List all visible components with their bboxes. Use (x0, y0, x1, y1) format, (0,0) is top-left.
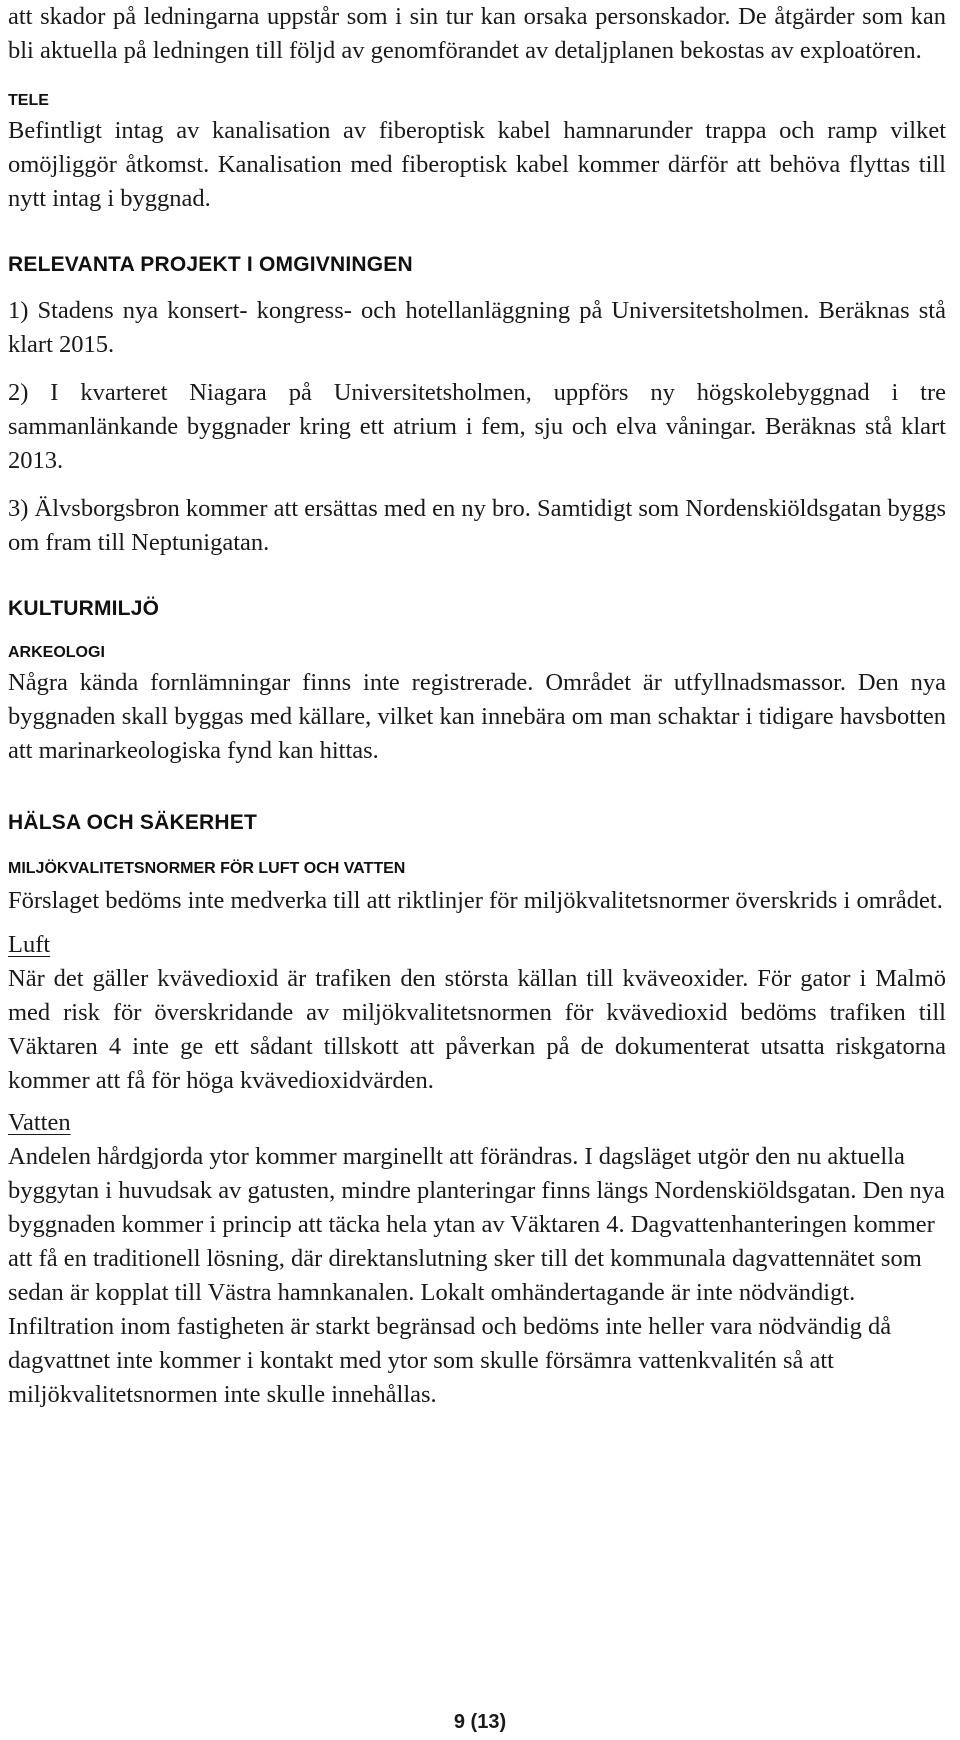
air-heading: Luft (8, 931, 51, 958)
project-item-1: 1) Stadens nya konsert- kongress- och hotellanläggning på Universitetsholmen. Beräknas stå klart 2015. (8, 297, 946, 358)
environment-norms-paragraph: Förslaget bedöms inte medverka till att riktlinjer för miljökvalitetsnormer överskrids i området. (8, 887, 943, 914)
tele-paragraph: Befintligt intag av kanalisation av fiberoptisk kabel hamnarunder trappa och ramp vilket omöjliggör åtkomst. Kanalisation med fiberoptisk kabel kommer därför att behöva flyttas till nytt intag i byggnad. (8, 117, 946, 212)
water-paragraph: Andelen hårdgjorda ytor kommer marginellt att förändras. I dagsläget utgör den nu aktuella byggytan i huvudsak av gatusten, mindre planteringar finns längs Nordenskiöldsgatan. Den nya byggnaden kommer i princip att täcka hela ytan av Väktaren 4. Dagvattenhanteringen kommer att få en traditionell lösning, där direktanslutning sker till det kommunala dagvattennätet som sedan är kopplat till Västra hamnkanalen. Lokalt omhändertagande är inte nödvändigt. Infiltration inom fastigheten är starkt begränsad och bedöms inte heller vara nödvändig då dagvattnet inte kommer i kontakt med ytor som skulle försämra vattenkvalitén så att miljökvalitetsnormen inte skulle innehållas. (8, 1143, 945, 1408)
tele-heading: TELE (8, 92, 49, 109)
document-page (8, 0, 946, 1412)
air-paragraph: När det gäller kvävedioxid är trafiken den största källan till kväveoxider. För gator i Malmö med risk för överskridande av miljökvalitetsnormen för kvävedioxid bedöms trafiken till Väktaren 4 inte ge ett sådant tillskott att påverkan på de dokumenterat utsatta riskgatorna kommer att få för höga kvävedioxidvärden. (8, 965, 946, 1094)
environment-norms-heading: MILJÖKVALITETSNORMER FÖR LUFT OCH VATTEN (8, 860, 406, 877)
archaeology-heading: ARKEOLOGI (8, 644, 105, 661)
projects-heading: RELEVANTA PROJEKT I OMGIVNINGEN (8, 253, 413, 276)
intro-paragraph: att skador på ledningarna uppstår som i sin tur kan orsaka personskador. De åtgärder som kan bli aktuella på ledningen till följd av genomförandet av detaljplanen bekostas av exploatören. (8, 3, 946, 64)
health-heading: HÄLSA OCH SÄKERHET (8, 811, 257, 834)
page-number: 9 (13) (453, 1711, 507, 1733)
project-item-2: 2) I kvarteret Niagara på Universitetsholmen, uppförs ny högskolebyggnad i tre sammanlänkande byggnader kring ett atrium i fem, sju och elva våningar. Beräknas stå klart 2013. (8, 379, 946, 474)
project-item-3: 3) Älvsborgsbron kommer att ersättas med en ny bro. Samtidigt som Nordenskiöldsgatan byggs om fram till Neptunigatan. (8, 495, 946, 556)
culture-heading: KULTURMILJÖ (8, 597, 160, 620)
archaeology-paragraph: Några kända fornlämningar finns inte registrerade. Området är utfyllnadsmassor. Den nya byggnaden skall byggas med källare, vilket kan innebära om man schaktar i tidigare havsbotten att marinarkeologiska fynd kan hittas. (8, 669, 946, 764)
water-heading: Vatten (8, 1109, 71, 1136)
